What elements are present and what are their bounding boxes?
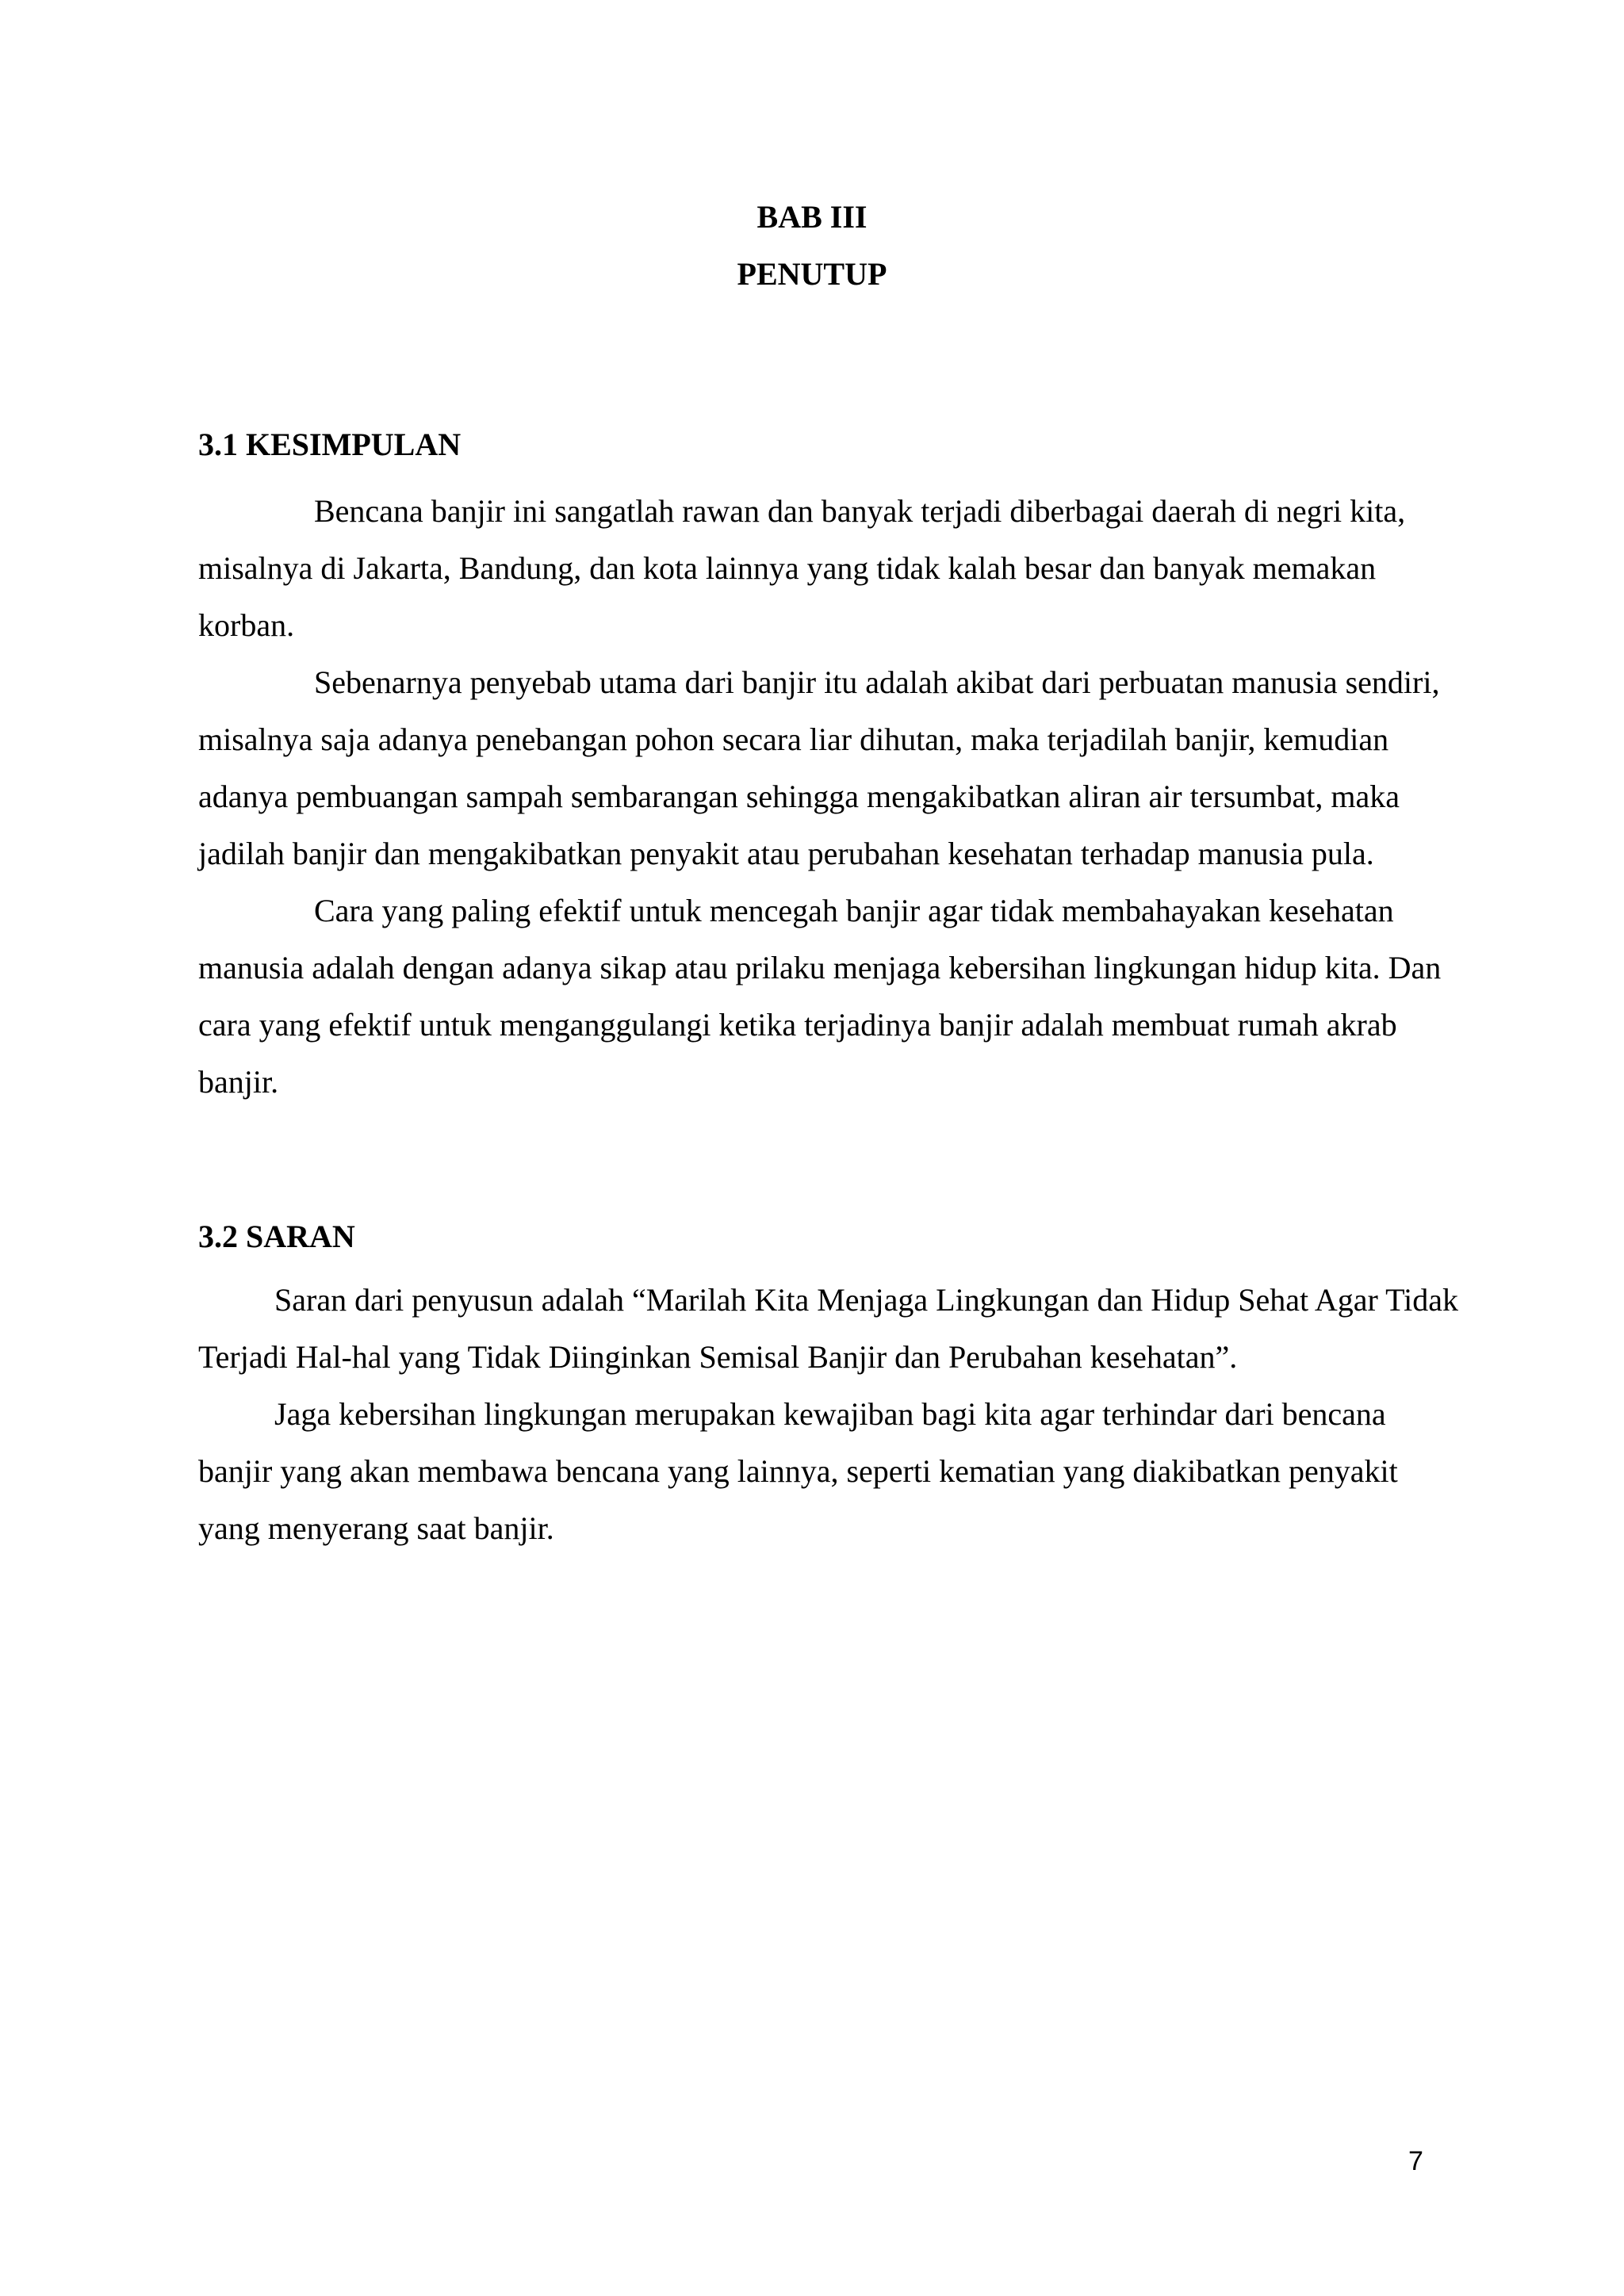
section-heading-saran: 3.2 SARAN	[198, 1219, 355, 1254]
section-kesimpulan	[198, 426, 1459, 1111]
paragraph-saran-1: Saran dari penyusun adalah “Marilah Kita Menjaga Lingkungan dan Hidup Sehat Agar Tidak Terjadi Hal-hal yang Tidak Diinginkan Semisal Banjir dan Perubahan kesehatan”.	[198, 1282, 1458, 1375]
page-number: 7	[1408, 2146, 1423, 2176]
paragraph-kesimpulan-3: Cara yang paling efektif untuk mencegah banjir agar tidak membahayakan kesehatan manusia adalah dengan adanya sikap atau prilaku menjaga kebersihan lingkungan hidup kita. Dan cara yang efektif untuk menganggulangi ketika terjadinya banjir adalah membuat rumah akrab banjir.	[198, 893, 1442, 1100]
chapter-title: PENUTUP	[737, 256, 887, 292]
section-saran	[198, 1218, 1459, 1557]
paragraph-saran-2: Jaga kebersihan lingkungan merupakan kewajiban bagi kita agar terhindar dari bencana banjir yang akan membawa bencana yang lainnya, seperti kematian yang diakibatkan penyakit yang menyerang saat banjir.	[198, 1396, 1398, 1546]
section-heading-kesimpulan: 3.1 KESIMPULAN	[198, 427, 462, 462]
paragraph-kesimpulan-1: Bencana banjir ini sangatlah rawan dan banyak terjadi diberbagai daerah di negri kita, misalnya di Jakarta, Bandung, dan kota lainnya yang tidak kalah besar dan banyak memakan korban.	[198, 493, 1406, 643]
chapter-number: BAB III	[756, 199, 868, 235]
paragraph-kesimpulan-2: Sebenarnya penyebab utama dari banjir itu adalah akibat dari perbuatan manusia sendiri, misalnya saja adanya penebangan pohon secara liar dihutan, maka terjadilah banjir, kemudian adanya pembuangan sampah sembarangan sehingga mengakibatkan aliran air tersumbat, maka jadilah banjir dan mengakibatkan penyakit atau perubahan kesehatan terhadap manusia pula.	[198, 664, 1440, 871]
